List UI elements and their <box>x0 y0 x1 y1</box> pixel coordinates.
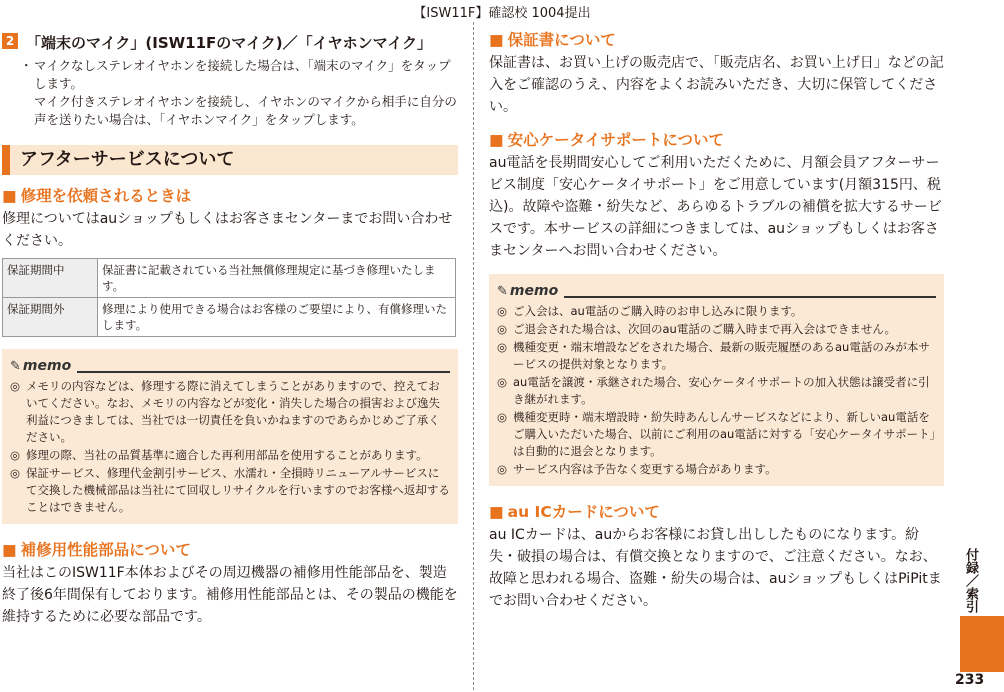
step-number: 2 <box>2 33 18 49</box>
support-body: au電話を長期間安心してご利用いただくために、月額会員アフターサービス制度「安心ケータイサポート」をご用意しています(月額315円、税込)。故障や盗難・紛失など、あらゆるトラブルの補償を拡大するサービスです。本サービスの詳細につきましては、auショップもしくはお客さまセンターへお問い合わせください。 <box>489 155 942 259</box>
square-icon: ■ <box>489 131 504 149</box>
square-icon: ■ <box>489 31 504 49</box>
table-cell: 保証書に記載されている当社無償修理規定に基づき修理いたします。 <box>98 259 456 298</box>
page-header: 【ISW11F】確認校 1004提出 <box>413 6 591 21</box>
pencil-icon: ✎ <box>497 283 508 299</box>
memo-box <box>489 274 944 486</box>
left-column <box>2 26 458 628</box>
memo-header <box>10 355 450 377</box>
table-row <box>3 298 456 337</box>
page-number: 233 <box>955 672 985 688</box>
memo-box <box>2 349 458 524</box>
memo-rule <box>77 359 450 373</box>
memo-item: ◎ 機種変更時・端末増設時・紛失時あんしんサービスなどにより、新しいau電話をご購入いただいた場合、以前にご利用のau電話に対する「安心ケータイサポート」は自動的に退会となります。 <box>497 410 936 458</box>
step-text: 「端末のマイク」(ISW11Fのマイク)／「イヤホンマイク」 <box>26 34 432 52</box>
right-column <box>489 26 944 612</box>
warranty-heading: ■ 保証書について <box>489 31 616 49</box>
memo-rule <box>564 284 936 298</box>
parts-heading: ■ 補修用性能部品について <box>2 541 191 559</box>
ic-heading: ■ au ICカードについて <box>489 503 660 521</box>
ic-body: au ICカードは、auからお客様にお貸し出ししたものになります。紛失・破損の場合は、有償交換となりますので、ご注意ください。なお、故障と思われる場合、盗難・紛失の場合は、auショップもしくはPiPitまでお問い合わせください。 <box>489 527 942 609</box>
side-tab-label: 付録／索引 <box>963 548 978 613</box>
repair-heading: ■ 修理を依頼されるときは <box>2 187 192 205</box>
bullet-mark: ・ <box>20 58 33 73</box>
bullet-text: マイクなしステレオイヤホンを接続した場合は、「端末のマイク」をタップします。 <box>34 58 451 91</box>
bullet-text: マイク付きステレオイヤホンを接続し、イヤホンのマイクから相手に自分の声を送りたい場合は、「イヤホンマイク」をタップします。 <box>34 94 457 127</box>
memo-header <box>497 280 936 302</box>
memo-item: ◎ ご入会は、au電話のご購入時のお申し込みに限ります。 <box>497 304 803 318</box>
memo-label: memo <box>509 283 559 299</box>
step-2 <box>2 32 458 53</box>
table-cell: 修理により使用できる場合はお客様のご要望により、有償修理いたします。 <box>98 298 456 337</box>
table-row <box>3 259 456 298</box>
repair-body: 修理についてはauショップもしくはお客さまセンターまでお問い合わせください。 <box>2 211 453 249</box>
memo-item: ◎ サービス内容は予告なく変更する場合があります。 <box>497 462 777 476</box>
warranty-body: 保証書は、お買い上げの販売店で、「販売店名、お買い上げ日」などの記入をご確認のうえ、内容をよくお読みいただき、大切に保管してください。 <box>489 55 944 115</box>
table-header-cell: 保証期間中 <box>3 259 98 298</box>
memo-item: ◎ ご退会された場合は、次回のau電話のご購入時まで再入会はできません。 <box>497 322 897 336</box>
memo-item: ◎ 修理の際、当社の品質基準に適合した再利用部品を使用することがあります。 <box>10 448 428 462</box>
table-header-cell: 保証期間外 <box>3 298 98 337</box>
support-heading: ■ 安心ケータイサポートについて <box>489 131 725 149</box>
repair-table <box>2 258 456 337</box>
side-tab-marker <box>960 616 1004 672</box>
memo-label: memo <box>22 358 72 374</box>
section-banner: アフターサービスについて <box>2 145 458 175</box>
bullet-item <box>20 57 458 129</box>
memo-item: ◎ au電話を譲渡・承継された場合、安心ケータイサポートの加入状態は譲受者に引き継がれます。 <box>497 375 930 406</box>
square-icon: ■ <box>2 187 17 205</box>
parts-body: 当社はこのISW11F本体およびその周辺機器の補修用性能部品を、製造終了後6年間保有しております。補修用性能部品とは、その製品の機能を維持するために必要な部品です。 <box>2 565 458 625</box>
square-icon: ■ <box>2 541 17 559</box>
square-icon: ■ <box>489 503 504 521</box>
memo-item: ◎ 機種変更・端末増設などをされた場合、最新の販売履歴のあるau電話のみが本サービスの提供対象となります。 <box>497 340 930 371</box>
column-divider <box>473 22 474 690</box>
memo-item: ◎ メモリの内容などは、修理する際に消えてしまうことがありますので、控えておいてください。なお、メモリの内容などが変化・消失した場合の損害および逸失利益につきましては、当社では一切責任を負いかねますのであらかじめご了承ください。 <box>10 379 440 444</box>
pencil-icon: ✎ <box>10 358 21 374</box>
memo-item: ◎ 保証サービス、修理代金割引サービス、水濡れ・全損時リニューアルサービスにて交換した機械部品は当社にて回収しリサイクルを行いますのでお客様へ返却することはできません。 <box>10 466 450 514</box>
